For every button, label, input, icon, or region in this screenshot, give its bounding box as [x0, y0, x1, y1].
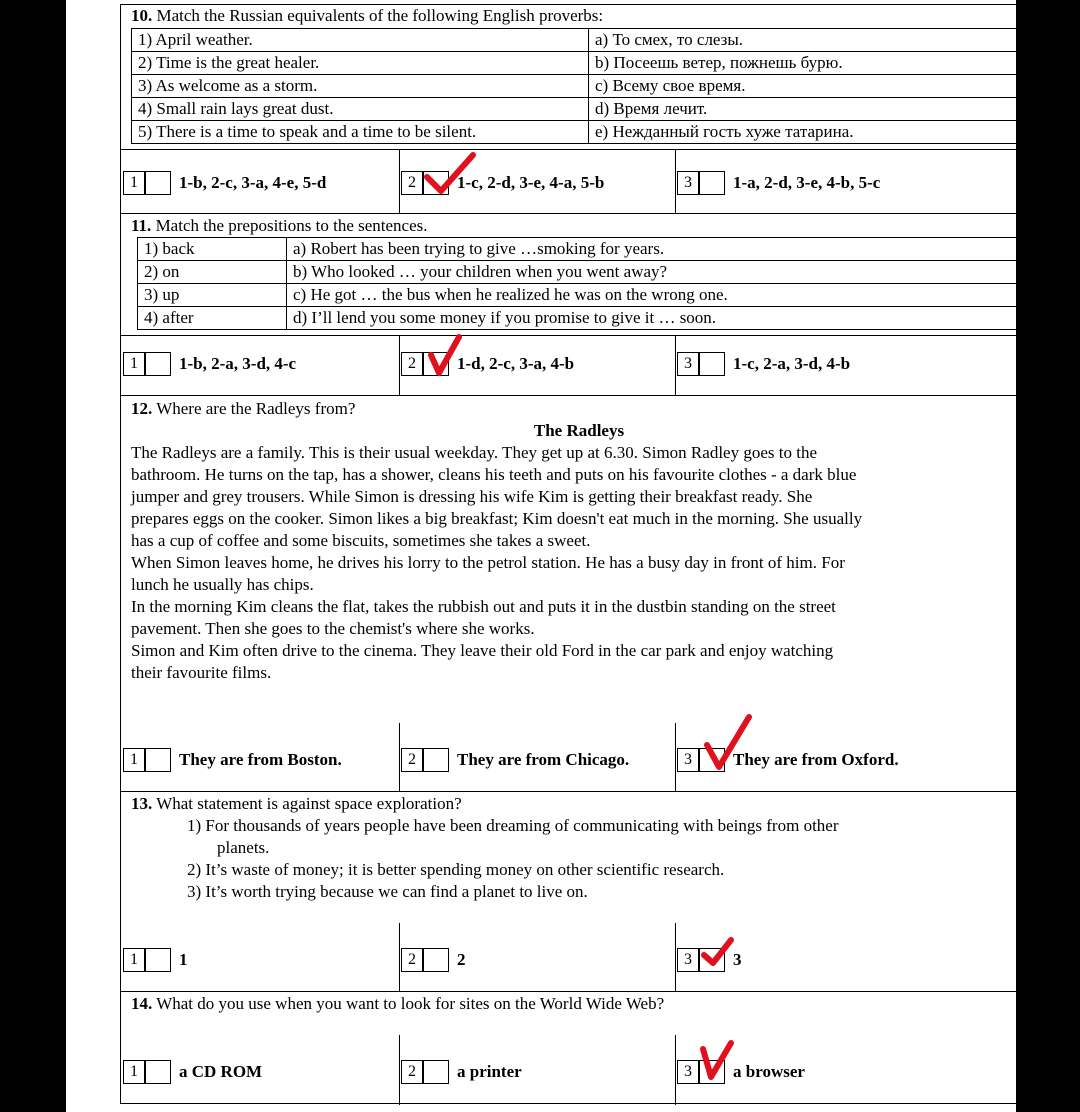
worksheet-page: [66, 0, 1016, 1112]
check-mark-icon: [699, 935, 737, 969]
text-title: The Radleys: [533, 421, 625, 440]
q10-heading: 10. Match the Russian equivalents of the following English proverbs:: [131, 6, 604, 25]
q11-right-d: d) I’ll lend you some money if you promise to give it … soon.: [287, 307, 1023, 330]
check-mark-icon: [421, 151, 481, 197]
q13-statement-1-cont: planets.: [217, 838, 270, 857]
answer-checkbox[interactable]: [423, 748, 449, 772]
check-mark-icon: [699, 711, 759, 773]
q13-heading: 13. What statement is against space exploration?: [131, 794, 462, 813]
q10-left-1: 1) April weather.: [132, 29, 589, 52]
q10-left-2: 2) Time is the great healer.: [132, 52, 589, 75]
q13-statement-3: 3) It’s worth trying because we can find a planet to live on.: [187, 882, 588, 901]
answer-checkbox[interactable]: [145, 748, 171, 772]
answer-checkbox[interactable]: [423, 948, 449, 972]
q11-right-b: b) Who looked … your children when you went away?: [287, 261, 1023, 284]
q11-match-table: [137, 237, 1023, 330]
answer-checkbox[interactable]: [145, 171, 171, 195]
q10-right-b: b) Посеешь ветер, пожнешь бурю.: [589, 52, 1023, 75]
answer-checkbox[interactable]: [699, 352, 725, 376]
q11-left-2: 2) on: [138, 261, 287, 284]
q10-match-table: [131, 28, 1023, 144]
q11-left-1: 1) back: [138, 238, 287, 261]
q11-right-a: a) Robert has been trying to give …smoking for years.: [287, 238, 1023, 261]
q12-heading: 12. Where are the Radleys from?: [131, 399, 356, 418]
q10-left-5: 5) There is a time to speak and a time to be silent.: [132, 121, 589, 144]
answer-checkbox[interactable]: [145, 1060, 171, 1084]
answer-checkbox[interactable]: [699, 171, 725, 195]
q11-right-c: c) He got … the bus when he realized he was on the wrong one.: [287, 284, 1023, 307]
q14-heading: 14. What do you use when you want to look for sites on the World Wide Web?: [131, 994, 665, 1013]
answer-checkbox[interactable]: [423, 1060, 449, 1084]
check-mark-icon: [425, 333, 465, 379]
q10-right-d: d) Время лечит.: [589, 98, 1023, 121]
q10-right-c: c) Всему свое время.: [589, 75, 1023, 98]
q13-statement-2: 2) It’s waste of money; it is better spending money on other scientific research.: [187, 860, 725, 879]
test-frame: 10. Match the Russian equivalents of the following English proverbs: 1) April weather. a) То смех, то слезы. 2) Time is the great healer. b) Посеешь ветер, пожнешь бурю. 3) As welcome as a storm. c) Всему свое время. 4) Small rain lays great dust. d) Время лечит. 5) There is a time to speak and a time to be silent. e) Нежданный гость хуже татарина. 1 1-b, 2-c, 3-a, 4-e, 5-d 2 1-c, 2-d, 3-e, 4-a, 5-b 3 1-a, 2-d, 3-e, 4-b, 5-c 11. Match the prepositions to the sentences. 1) back a) Robert has been trying to give …smoking for years. 2) on b) Who looked … your children when you went away? 3) up c) He got … the bus when he realized he was on the wrong one. 4) after d) I’ll lend you some money if you promise to give it … soon. 1 1-b, 2-a, 3-d, 4-c 2 1-d, 2-c, 3-a, 4-b 3 1-c, 2-a, 3-d, 4-b 12. Where are the Radleys from? The Radleys The Radleys are a family. This is their usual weekday. They get up at 6.30. Simon Radley goes to the bathroom. He turns on the tap, has a shower, cleans his teeth and puts on his favourite clothes - a dark blue jumper and grey trousers. While Simon is dressing his wife Kim is getting their breakfast ready. She prepares eggs on the cooker. Simon likes a big breakfast; Kim doesn't eat much in the morning. She usually has a cup of coffee and some biscuits, sometimes she takes a sweet. When Simon leaves home, he drives his lorry to the petrol station. He has a busy day in front of him. For lunch he usually has chips. In the morning Kim cleans the flat, takes the rubbish out and puts it in the dustbin standing on the street pavement. Then she goes to the chemist's where she works. Simon and Kim often drive to the cinema. They leave their old Ford in the car park and enjoy watching their favourite films. 1 They are from Boston. 2 They are from Chicago. 3 They are from Oxford. 13. What statement is against space exploration? 1) For thousands of years people have been dreaming of communicating with beings from other planets. 2) It’s waste of money; it is better spending money on other scientific research. 3) It’s worth trying because we can find a planet to live on. 1 1 2 2 3 3 14. What do you use when you want to look for sites on the World Wide Web? 1 a CD ROM 2 a printer 3 a browser: [120, 4, 1036, 1104]
answer-checkbox[interactable]: [145, 948, 171, 972]
q11-left-4: 4) after: [138, 307, 287, 330]
q13-statement-1: 1) For thousands of years people have been dreaming of communicating with beings from other: [187, 816, 839, 835]
q11-heading: 11. Match the prepositions to the sentences.: [131, 216, 428, 235]
q10-right-a: a) То смех, то слезы.: [589, 29, 1023, 52]
q11-left-3: 3) up: [138, 284, 287, 307]
answer-checkbox[interactable]: [145, 352, 171, 376]
q10-left-3: 3) As welcome as a storm.: [132, 75, 589, 98]
check-mark-icon: [697, 1037, 737, 1085]
reading-passage: The Radleys are a family. This is their usual weekday. They get up at 6.30. Simon Radley goes to the bathroom. He turns on the tap, has a shower, cleans his teeth and puts on his favourite clothes - a dark blue jumper and grey trousers. While Simon is dressing his wife Kim is getting their breakfast ready. She prepares eggs on the cooker. Simon likes a big breakfast; Kim doesn't eat much in the morning. She usually has a cup of coffee and some biscuits, sometimes she takes a sweet. When Simon leaves home, he drives his lorry to the petrol station. He has a busy day in front of him. For lunch he usually has chips. In the morning Kim cleans the flat, takes the rubbish out and puts it in the dustbin standing on the street pavement. Then she goes to the chemist's where she works. Simon and Kim often drive to the cinema. They leave their old Ford in the car park and enjoy watching their favourite films.: [131, 443, 863, 682]
q10-right-e: e) Нежданный гость хуже татарина.: [589, 121, 1023, 144]
q10-left-4: 4) Small rain lays great dust.: [132, 98, 589, 121]
